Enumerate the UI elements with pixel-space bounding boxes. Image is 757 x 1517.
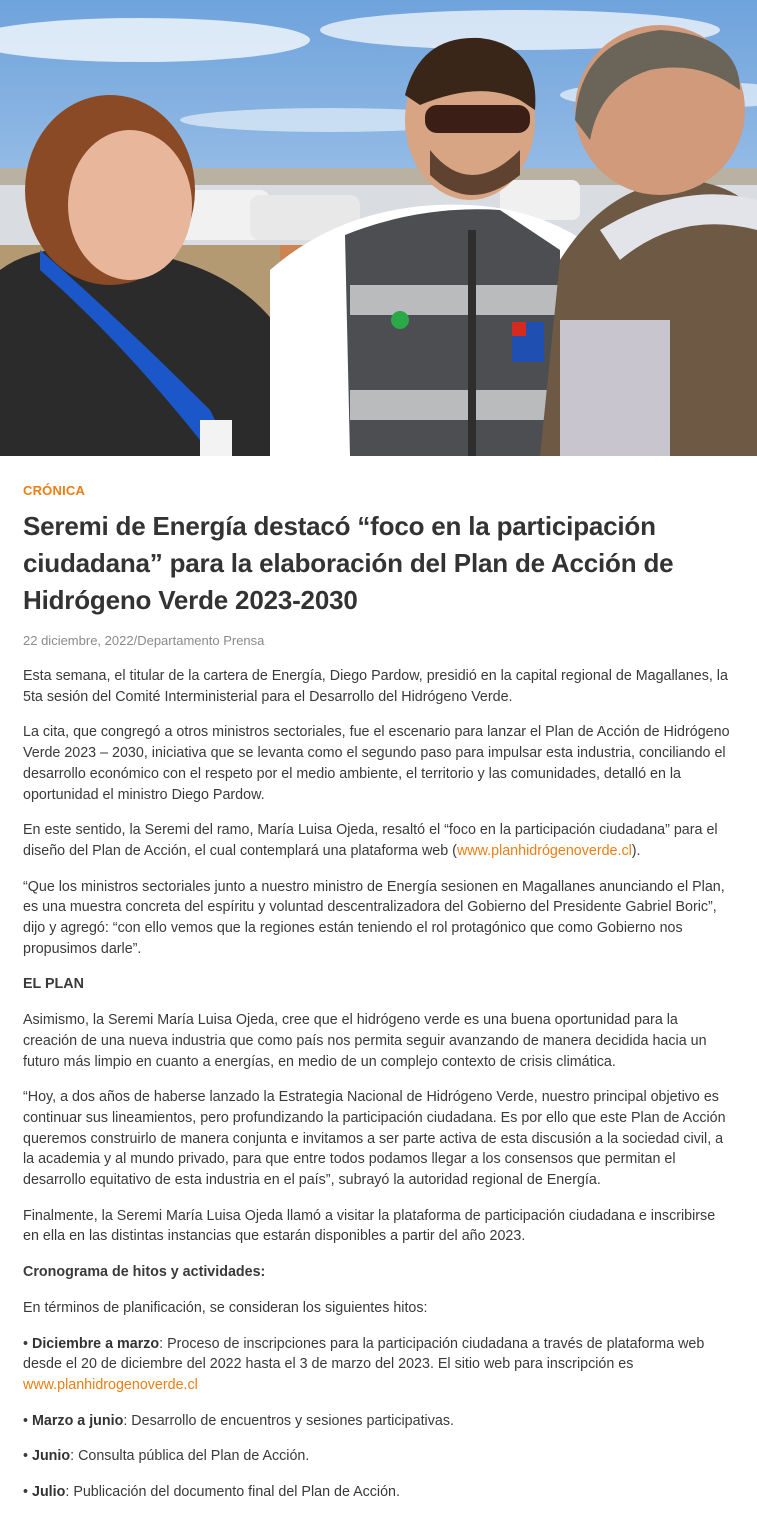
meta-separator: / bbox=[133, 633, 138, 648]
milestone-text: : Proceso de inscripciones para la participación ciudadana a través de plataforma web desde el 20 de diciembre del 2022 hasta el 3 de marzo del 2023. El sitio web para inscripción es bbox=[23, 1335, 705, 1373]
plan-website-link[interactable]: www.planhidrógenoverde.cl bbox=[456, 842, 632, 859]
bullet: • bbox=[23, 1448, 29, 1465]
milestone-item bbox=[23, 1411, 734, 1432]
milestone-label: Junio bbox=[32, 1448, 71, 1465]
paragraph-3-end: ). bbox=[631, 842, 641, 859]
bullet: • bbox=[23, 1412, 29, 1429]
milestone-text: : Desarrollo de encuentros y sesiones participativas. bbox=[123, 1412, 454, 1429]
milestone-item bbox=[23, 1446, 734, 1467]
article-author[interactable]: Departamento Prensa bbox=[137, 633, 265, 648]
paragraph-7: Finalmente, la Seremi María Luisa Ojeda llamó a visitar la plataforma de participación ciudadana e inscribirse en ella en las distintas instancias que estarán disponibles a partir del año 2023. bbox=[23, 1207, 716, 1245]
paragraph-8: En términos de planificación, se consideran los siguientes hitos: bbox=[23, 1299, 428, 1316]
paragraph-2: La cita, que congregó a otros ministros sectoriales, fue el escenario para lanzar el Plan de Acción de Hidrógeno Verde 2023 – 2030, iniciativa que se levanta como el segundo paso para impulsar esta industria, conciliando el desarrollo económico con el respeto por el medio ambiente, el territorio y las comunidades, detalló en la oportunidad el ministro Diego Pardow. bbox=[23, 724, 730, 803]
section-heading-schedule: Cronograma de hitos y actividades: bbox=[23, 1264, 266, 1281]
paragraph-4: “Que los ministros sectoriales junto a nuestro ministro de Energía sesionen en Magallanes anunciando el Plan, es una muestra concreta del espíritu y voluntad descentralizadora del Gobierno del Presidente Gabriel Boric”, dijo y agregó: “con ello vemos que la regiones están teniendo el rol protagónico que como Gobierno nos propusimos darle”. bbox=[23, 878, 725, 957]
registration-website-link[interactable]: www.planhidrogenoverde.cl bbox=[23, 1376, 198, 1393]
milestone-text: : Publicación del documento final del Plan de Acción. bbox=[65, 1484, 400, 1501]
article-meta bbox=[23, 633, 734, 649]
section-heading-plan: EL PLAN bbox=[23, 976, 84, 993]
article-title: Seremi de Energía destacó “foco en la participación ciudadana” para la elaboración del Plan de Acción de Hidrógeno Verde 2023-2030 bbox=[23, 511, 674, 615]
milestone-label: Diciembre a marzo bbox=[32, 1335, 160, 1352]
paragraph-5: Asimismo, la Seremi María Luisa Ojeda, cree que el hidrógeno verde es una buena oportunidad para la creación de una nueva industria que como país nos permita seguir avanzando de manera decidida hacia un futuro más limpio en cuanto a energías, en medio de un complejo contexto de crisis climática. bbox=[23, 1012, 707, 1070]
paragraph-3 bbox=[23, 820, 734, 861]
milestone-label: Julio bbox=[32, 1484, 66, 1501]
category-label[interactable]: CRÓNICA bbox=[23, 483, 86, 498]
article bbox=[0, 483, 757, 1503]
milestone-item bbox=[23, 1482, 734, 1503]
paragraph-6: “Hoy, a dos años de haberse lanzado la Estrategia Nacional de Hidrógeno Verde, nuestro principal objetivo es continuar sus lineamientos, pero profundizando la participación ciudadana. Es por ello que este Plan de Acción queremos construirlo de manera conjunta e invitamos a ser parte activa de esta discusión a la sociedad civil, a la academia y al mundo privado, para que entre todos podamos llegar a los consensos que permitan el desarrollo equitativo de esta industria en el país”, subrayó la autoridad regional de Energía. bbox=[23, 1089, 726, 1189]
bullet: • bbox=[23, 1335, 29, 1352]
article-date: 22 diciembre, 2022 bbox=[23, 633, 134, 648]
hero-image bbox=[0, 0, 757, 456]
bullet: • bbox=[23, 1484, 29, 1501]
milestone-item bbox=[23, 1334, 734, 1396]
paragraph-3-text: En este sentido, la Seremi del ramo, María Luisa Ojeda, resaltó el “foco en la participación ciudadana” para el diseño del Plan de Acción, el cual contemplará una plataforma web ( bbox=[23, 822, 718, 859]
milestone-label: Marzo a junio bbox=[32, 1412, 124, 1429]
hero-photo bbox=[0, 0, 757, 456]
milestone-text: : Consulta pública del Plan de Acción. bbox=[70, 1448, 310, 1465]
article-body bbox=[23, 666, 734, 1503]
paragraph-1: Esta semana, el titular de la cartera de Energía, Diego Pardow, presidió en la capital regional de Magallanes, la 5ta sesión del Comité Interministerial para el Desarrollo del Hidrógeno Verde. bbox=[23, 668, 728, 705]
